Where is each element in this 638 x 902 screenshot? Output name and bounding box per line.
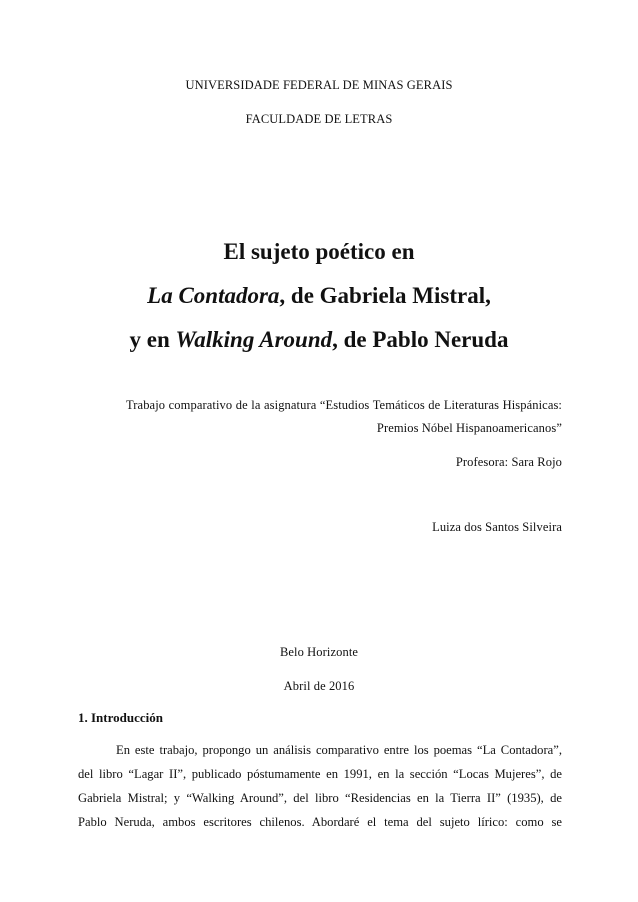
faculty-name: FACULDADE DE LETRAS (245, 112, 393, 126)
title-line-2-rest: , de Gabriela Mistral, (279, 283, 491, 308)
title-line-3-prefix: y en (129, 327, 176, 352)
paragraph-line-2: del libro “Lagar II”, publicado póstumamente en 1991, en la sección “Locas Mujeres”, de (78, 767, 562, 781)
paragraph-line-3: Gabriela Mistral; y “Walking Around”, del libro “Residencias en la Tierra II” (1935), de (78, 791, 562, 805)
subtitle-line-2: Premios Nóbel Hispanoamericanos” (376, 421, 562, 435)
date: Abril de 2016 (283, 679, 355, 693)
section-heading: 1. Introducción (78, 710, 163, 725)
professor-line: Profesora: Sara Rojo (455, 455, 562, 469)
title-line-3-rest: , de Pablo Neruda (332, 327, 509, 352)
title-poem-walking-around: Walking Around (175, 327, 333, 352)
paragraph-line-4: Pablo Neruda, ambos escritores chilenos. Abordaré el tema del sujeto lírico: como se (78, 815, 562, 829)
title-line-3 (0, 328, 638, 351)
paragraph-line-1: En este trabajo, propongo un análisis comparativo entre los poemas “La Contadora”, (116, 743, 562, 757)
subtitle-line-1: Trabajo comparativo de la asignatura “Estudios Temáticos de Literaturas Hispánicas: (126, 398, 562, 412)
title-poem-la-contadora: La Contadora (147, 283, 280, 308)
title-line-2 (0, 284, 638, 307)
city: Belo Horizonte (279, 645, 359, 659)
author-name: Luiza dos Santos Silveira (432, 520, 562, 534)
university-name: UNIVERSIDADE FEDERAL DE MINAS GERAIS (185, 78, 453, 92)
title-line-1: El sujeto poético en (223, 239, 415, 264)
